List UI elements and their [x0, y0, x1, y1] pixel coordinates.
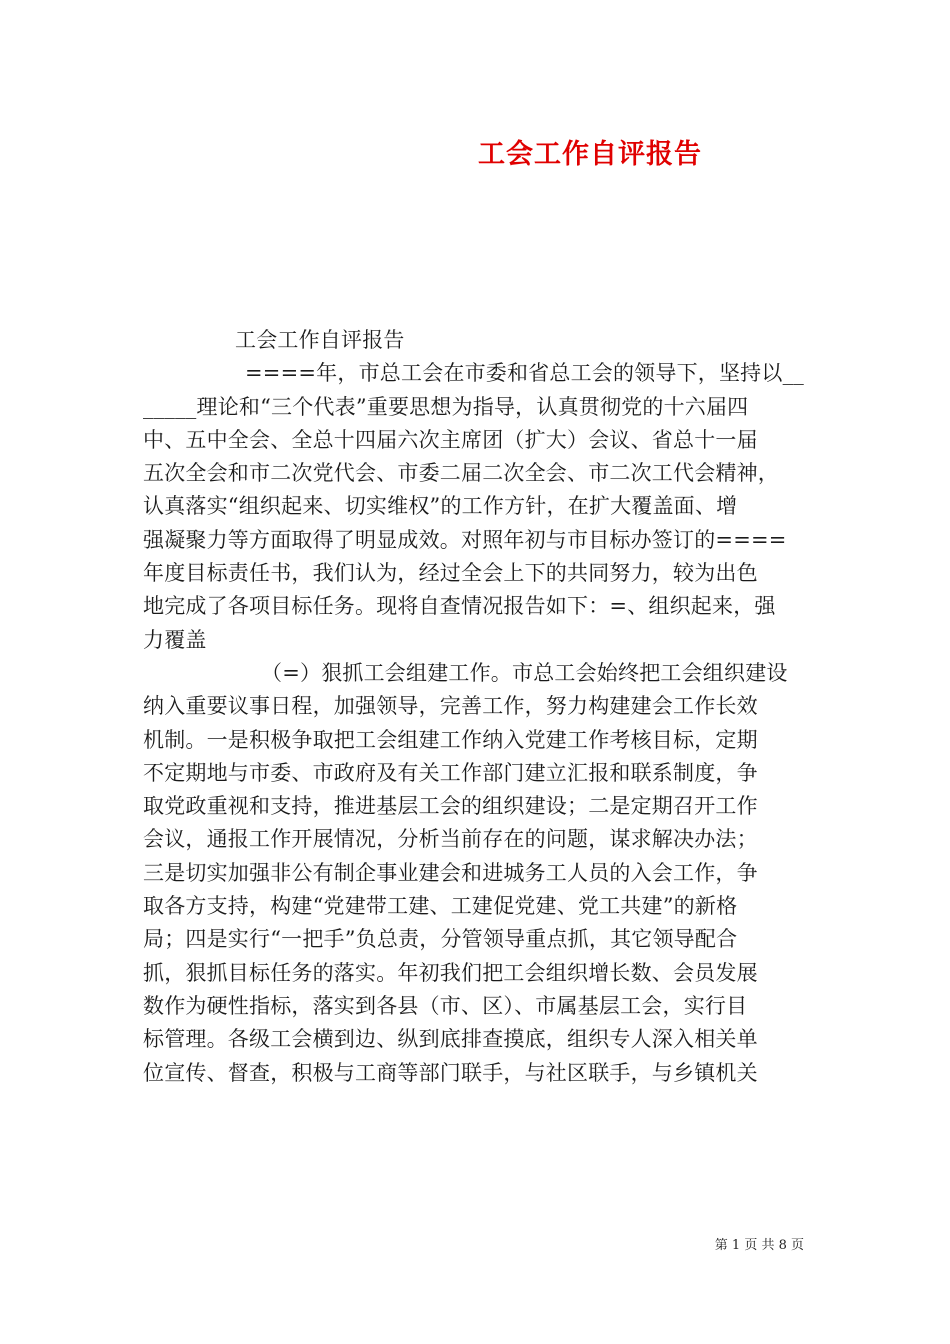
text-line: ====年，市总工会在市委和省总工会的领导下，坚持以__ [245, 361, 804, 386]
text-line: _____理论和“三个代表”重要思想为指导，认真贯彻党的十六届四 [143, 394, 749, 419]
text-line: 中、五中全会、全总十四届六次主席团（扩大）会议、省总十一届 [143, 427, 758, 452]
text-line: 年度目标责任书，我们认为，经过全会上下的共同努力，较为出色 [143, 561, 758, 586]
text-line: 标管理。各级工会横到边、纵到底排查摸底，组织专人深入相关单 [143, 1027, 758, 1052]
text-line: 三是切实加强非公有制企事业建会和进城务工人员的入会工作，争 [143, 860, 758, 885]
text-line: 取党政重视和支持，推进基层工会的组织建设；二是定期召开工作 [143, 794, 758, 819]
text-line: 机制。一是积极争取把工会组建工作纳入党建工作考核目标，定期 [143, 727, 758, 752]
text-line: 抓，狠抓目标任务的落实。年初我们把工会组织增长数、会员发展 [143, 960, 758, 985]
document-subtitle: 工会工作自评报告 [235, 328, 405, 352]
text-line: 五次全会和市二次党代会、市委二届二次全会、市二次工代会精神， [143, 461, 779, 486]
text-line: （=）狠抓工会组建工作。市总工会始终把工会组织建设 [261, 660, 788, 685]
document-title: 工会工作自评报告 [478, 139, 702, 170]
page-number-footer: 第 1 页 共 8 页 [714, 1238, 804, 1253]
paragraph-1 [143, 357, 805, 657]
document-body [143, 324, 805, 1090]
text-line: 数作为硬性指标，落实到各县（市、区）、市属基层工会，实行目 [143, 993, 748, 1018]
text-line: 不定期地与市委、市政府及有关工作部门建立汇报和联系制度，争 [143, 760, 758, 785]
text-line: 会议，通报工作开展情况，分析当前存在的问题，谋求解决办法； [143, 827, 758, 852]
text-line: 强凝聚力等方面取得了明显成效。对照年初与市目标办签订的==== [143, 527, 787, 552]
text-line: 位宣传、督查，积极与工商等部门联手，与社区联手，与乡镇机关 [143, 1060, 758, 1085]
text-line: 局；四是实行“一把手”负总责，分管领导重点抓，其它领导配合 [143, 927, 738, 952]
text-line: 力覆盖 [143, 627, 207, 652]
text-line: 认真落实“组织起来、切实维权”的工作方针，在扩大覆盖面、增 [143, 494, 738, 519]
paragraph-2 [143, 657, 805, 1090]
text-line: 纳入重要议事日程，加强领导，完善工作，努力构建建会工作长效 [143, 694, 758, 719]
text-line: 取各方支持，构建“党建带工建、工建促党建、党工共建”的新格 [143, 894, 738, 919]
text-line: 地完成了各项目标任务。现将自查情况报告如下：=、组织起来，强 [143, 594, 776, 619]
